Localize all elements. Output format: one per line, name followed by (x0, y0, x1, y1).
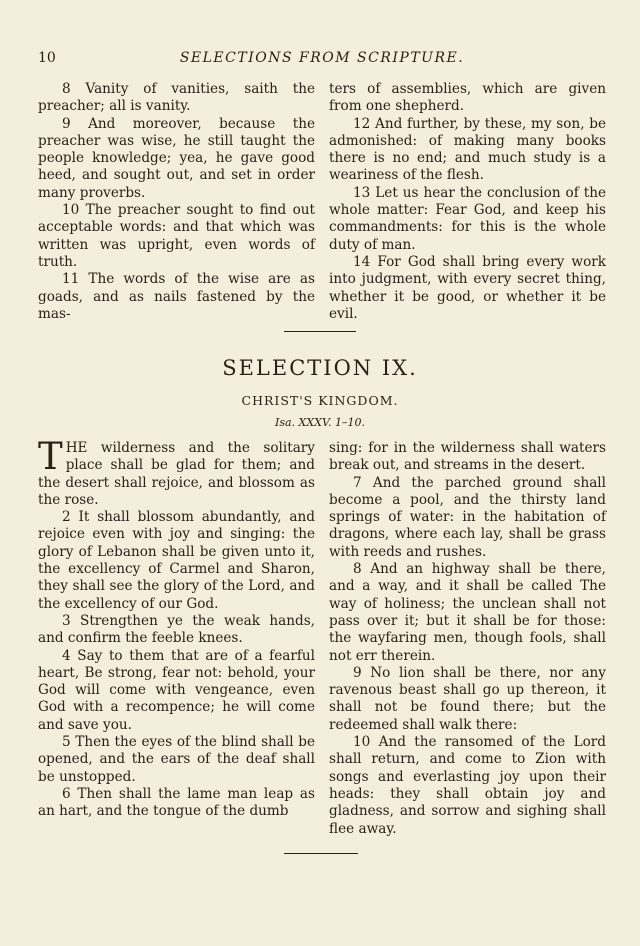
verse-continuation: ters of assemblies, which are given from one shepherd. (329, 81, 606, 115)
verse-paragraph: 6 Then shall the lame man leap as an hart, and the tongue of the dumb (38, 785, 315, 820)
verse-paragraph: 7 And the parched ground shall become a pool, and the thirsty land springs of water: in the habitation of dragons, where each lay, shall be grass with reeds and rushes. (329, 474, 606, 560)
verse-paragraph: 8 Vanity of vanities, saith the preacher; all is vanity. (38, 81, 315, 115)
running-head: SELECTIONS FROM SCRIPTURE. (179, 50, 465, 66)
first-verse-text: HE wilderness and the solitary place shall be glad for them; and the desert shall rejoice, and blossom as the rose. (38, 440, 315, 508)
verse-continuation: sing: for in the wilderness shall waters break out, and streams in the desert. (329, 440, 606, 474)
verse-paragraph: 8 And an highway shall be there, and a way, and it shall be called The way of holiness; the unclean shall not pass over it; but it shall be for those: the wayfaring men, though fools, shall not err therein. (329, 561, 606, 664)
verse-paragraph: 9 And moreover, because the preacher was wise, he still taught the people knowledge; yea, he gave good heed, and sought out, and set in order many proverbs. (38, 115, 315, 201)
verse-paragraph: 10 The preacher sought to find out acceptable words: and that which was written was upright, even words of truth. (38, 202, 315, 270)
verse-paragraph: 10 And the ransomed of the Lord shall return, and come to Zion with songs and everlasting joy upon their heads: they shall obtain joy and gladness, and sorrow and sighing shall flee away. (329, 734, 606, 837)
top-columns (38, 81, 606, 323)
selection-title: SELECTION IX. (222, 356, 418, 380)
drop-cap: T (38, 435, 63, 478)
section-divider (284, 853, 358, 854)
top-right-column (329, 81, 606, 323)
verse-paragraph: 4 Say to them that are of a fearful heart, Be strong, fear not: behold, your God will come with vengeance, even God with a recompence; he will come and save you. (38, 647, 315, 733)
selection-subtitle: CHRIST'S KINGDOM. (241, 393, 399, 408)
bottom-columns (38, 435, 606, 838)
section-divider (284, 331, 356, 332)
page-header (38, 50, 606, 70)
first-verse (38, 435, 315, 509)
verse-paragraph: 5 Then the eyes of the blind shall be opened, and the ears of the deaf shall be unstopped. (38, 734, 315, 785)
verse-paragraph: 14 For God shall bring every work into judgment, with every secret thing, whether it be good, or whether it be evil. (329, 253, 606, 322)
bottom-left-column (38, 435, 315, 838)
bottom-right-column (329, 440, 606, 838)
verse-paragraph: 2 It shall blossom abundantly, and rejoice even with joy and singing: the glory of Lebanon shall be given unto it, the excellency of Carmel and Sharon, they shall see the glory of the Lord, and the excellency of our God. (38, 509, 315, 612)
verse-paragraph: 11 The words of the wise are as goads, and as nails fastened by the mas- (38, 271, 315, 322)
verse-paragraph: 12 And further, by these, my son, be admonished: of making many books there is no end; and much study is a weariness of the flesh. (329, 115, 606, 184)
top-left-column (38, 81, 315, 323)
verse-paragraph: 13 Let us hear the conclusion of the whole matter: Fear God, and keep his commandments: for this is the whole duty of man. (329, 184, 606, 253)
verse-paragraph: 9 No lion shall be there, nor any ravenous beast shall go up thereon, it shall not be found there; but the redeemed shall walk there: (329, 664, 606, 733)
scripture-reference: Isa. XXXV. 1–10. (274, 416, 366, 429)
verse-paragraph: 3 Strengthen ye the weak hands, and confirm the feeble knees. (38, 612, 315, 647)
page-number: 10 (38, 50, 56, 66)
